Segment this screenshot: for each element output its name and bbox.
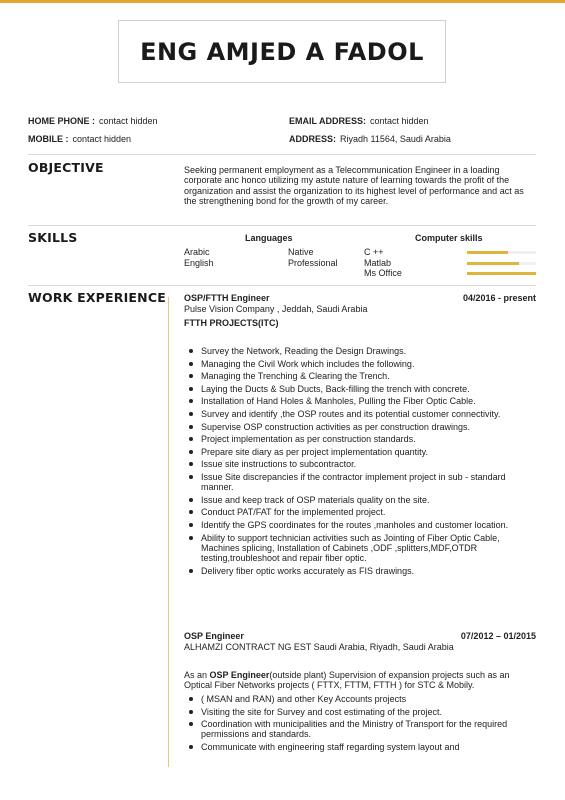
home-phone — [28, 116, 158, 126]
computer-skill-name: Matlab — [364, 258, 392, 268]
email-label: EMAIL ADDRESS: — [289, 116, 367, 126]
computer-skills-heading: Computer skills — [415, 233, 483, 243]
list-item: ( MSAN and RAN) and other Key Accounts projects — [186, 694, 516, 704]
home-phone-label: HOME PHONE : — [28, 116, 96, 126]
skills-title: SKILLS — [28, 230, 78, 245]
intro-rest: (outside plant) Supervision of expansion projects such as an Optical Fiber Networks projects ( FTTX, FTTM, FTTH ) for STC & Mobily. — [184, 670, 510, 691]
language-level: Native — [288, 247, 314, 257]
job-bullets — [186, 346, 516, 578]
language-level: Professional — [288, 258, 338, 268]
list-item: Laying the Ducts & Sub Ducts, Back-filling the trench with concrete. — [186, 384, 516, 394]
job-date: 04/2016 - present — [462, 293, 536, 303]
list-item: Installation of Hand Holes & Manholes, Pulling the Fiber Optic Cable. — [186, 396, 516, 406]
job-date: 07/2012 – 01/2015 — [460, 631, 536, 641]
job-title: OSP/FTTH Engineer — [184, 293, 270, 303]
list-item: Ability to support technician activities such as Jointing of Fiber Optic Cable, Machines splicing, Installation of Cabinets ,ODF ,splitters,MDF,OTDR testing,troubleshoot and repair fiber optic. — [186, 533, 516, 564]
list-item: Coordination with municipalities and the Ministry of Transport for the required permissions and standards. — [186, 719, 516, 739]
divider — [28, 154, 536, 155]
intro-bold: OSP Engineer — [209, 670, 270, 680]
skill-level-fill — [467, 272, 536, 275]
candidate-name: ENG AMJED A FADOL — [140, 37, 424, 66]
top-accent-bar — [0, 0, 565, 3]
list-item: Issue site instructions to subcontractor. — [186, 459, 516, 469]
list-item: Project implementation as per construction standards. — [186, 434, 516, 444]
mobile — [28, 134, 131, 144]
home-phone-value: contact hidden — [99, 116, 158, 126]
list-item: Issue Site discrepancies if the contractor implement project in sub - standard manner. — [186, 472, 516, 492]
list-item: Survey the Network, Reading the Design Drawings. — [186, 346, 516, 356]
mobile-value: contact hidden — [72, 134, 132, 144]
job-bullets — [186, 694, 516, 755]
skill-level-bar — [467, 272, 536, 275]
job-subtitle: FTTH PROJECTS(ITC) — [184, 318, 279, 328]
email-value: contact hidden — [370, 116, 429, 126]
email — [289, 116, 429, 126]
job-company: ALHAMZI CONTRACT NG EST Saudi Arabia, Riyadh, Saudi Arabia — [184, 642, 454, 652]
list-item: Communicate with engineering staff regarding system layout and — [186, 742, 516, 752]
address — [289, 134, 451, 144]
name-box — [118, 20, 446, 83]
computer-skill-name: C ++ — [364, 247, 384, 257]
work-experience-title: WORK EXPERIENCE — [28, 290, 166, 305]
objective-title: OBJECTIVE — [28, 160, 104, 175]
mobile-label: MOBILE : — [28, 134, 69, 144]
skill-level-bar — [467, 251, 536, 254]
divider — [28, 285, 536, 286]
list-item: Managing the Civil Work which includes the following. — [186, 359, 516, 369]
objective-text: Seeking permanent employment as a Telecommunication Engineer in a loading corporate anc honco utilizing my astute nature of learning towards the profit of the organization and assist the organization to its highest level of performance and act as the strengthening bond for the growth of my career. — [184, 165, 524, 207]
languages-heading: Languages — [245, 233, 293, 243]
job-intro — [184, 670, 534, 690]
list-item: Visiting the site for Survey and cost estimating of the project. — [186, 707, 516, 717]
list-item: Survey and identify ,the OSP routes and its potential customer connectivity. — [186, 409, 516, 419]
skill-level-bar — [467, 262, 536, 265]
skill-level-fill — [467, 251, 508, 254]
address-label: ADDRESS: — [289, 134, 337, 144]
computer-skill-name: Ms Office — [364, 268, 402, 278]
list-item: Identify the GPS coordinates for the routes ,manholes and customer location. — [186, 520, 516, 530]
address-value: Riyadh 11564, Saudi Arabia — [340, 134, 451, 144]
list-item: Conduct PAT/FAT for the implemented project. — [186, 507, 516, 517]
intro-prefix: As an — [184, 670, 208, 680]
divider — [28, 225, 536, 226]
language-name: English — [184, 258, 214, 268]
list-item: Supervise OSP construction activities as per construction drawings. — [186, 422, 516, 432]
list-item: Managing the Trenching & Clearing the Trench. — [186, 371, 516, 381]
list-item: Issue and keep track of OSP materials quality on the site. — [186, 495, 516, 505]
job-company: Pulse Vision Company , Jeddah, Saudi Arabia — [184, 304, 368, 314]
list-item: Delivery fiber optic works accurately as FIS drawings. — [186, 566, 516, 576]
job-title: OSP Engineer — [184, 631, 244, 641]
skill-level-fill — [467, 262, 519, 265]
timeline-line — [168, 297, 169, 767]
language-name: Arabic — [184, 247, 210, 257]
list-item: Prepare site diary as per project implementation quantity. — [186, 447, 516, 457]
